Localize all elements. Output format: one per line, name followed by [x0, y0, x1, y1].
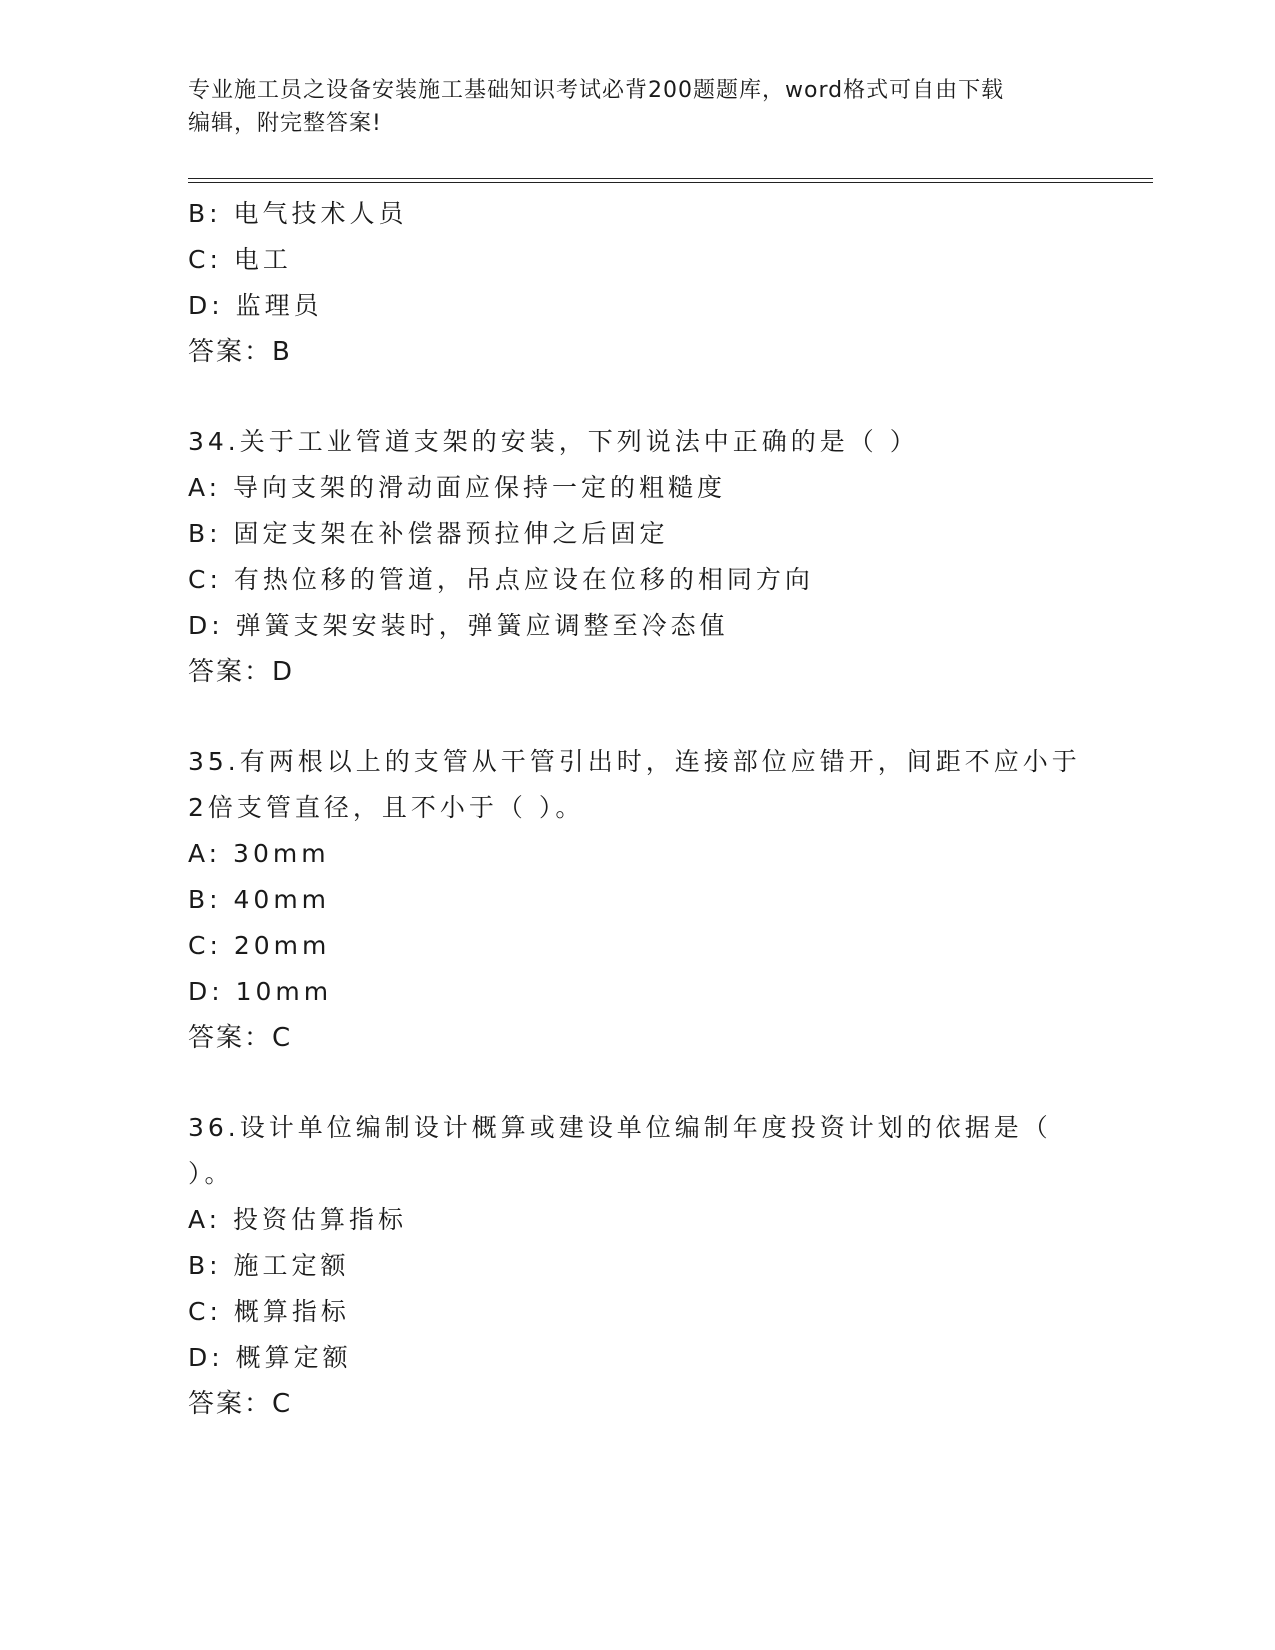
spacer: [188, 695, 1088, 739]
question-block-34: [188, 419, 1088, 695]
question-block-33: [188, 191, 1088, 375]
option-b: B: 施工定额: [188, 1251, 350, 1280]
option-b: B: 电气技术人员: [188, 199, 408, 228]
question-stem-continued: 2倍支管直径，且不小于（ ）。: [188, 793, 585, 822]
header-title-line-1: 专业施工员之设备安装施工基础知识考试必背200题题库，word格式可自由下载: [188, 78, 1005, 103]
question-list: [188, 191, 1088, 1427]
spacer: [188, 375, 1088, 419]
question-stem-continued: ）。: [188, 1159, 234, 1188]
question-stem: 35.有两根以上的支管从干管引出时，连接部位应错开，间距不应小于: [188, 747, 1081, 776]
header-divider-bottom: [188, 182, 1153, 183]
option-c: C: 有热位移的管道，吊点应设在位移的相同方向: [188, 565, 814, 594]
option-a: A: 导向支架的滑动面应保持一定的粗糙度: [188, 473, 727, 502]
option-c: C: 概算指标: [188, 1297, 350, 1326]
answer-line: 答案：C: [188, 1023, 293, 1053]
option-d: D: 概算定额: [188, 1343, 352, 1372]
answer-line: 答案：B: [188, 337, 292, 367]
document-header: [188, 74, 1088, 140]
question-stem: 36.设计单位编制设计概算或建设单位编制年度投资计划的依据是（: [188, 1113, 1052, 1142]
header-divider-top: [188, 178, 1153, 179]
option-a: A: 30mm: [188, 839, 330, 868]
option-b: B: 固定支架在补偿器预拉伸之后固定: [188, 519, 669, 548]
option-d: D: 弹簧支架安装时，弹簧应调整至冷态值: [188, 611, 729, 640]
answer-line: 答案：D: [188, 657, 295, 687]
option-c: C: 20mm: [188, 931, 331, 960]
question-block-36: [188, 1105, 1088, 1427]
option-c: C: 电工: [188, 245, 292, 274]
header-title-line-2: 编辑，附完整答案!: [188, 111, 382, 136]
option-a: A: 投资估算指标: [188, 1205, 408, 1234]
question-block-35: [188, 739, 1088, 1061]
option-d: D: 监理员: [188, 291, 323, 320]
option-b: B: 40mm: [188, 885, 331, 914]
question-stem: 34.关于工业管道支架的安装，下列说法中正确的是（ ）: [188, 427, 919, 456]
answer-line: 答案：C: [188, 1389, 293, 1419]
option-d: D: 10mm: [188, 977, 333, 1006]
spacer: [188, 1061, 1088, 1105]
